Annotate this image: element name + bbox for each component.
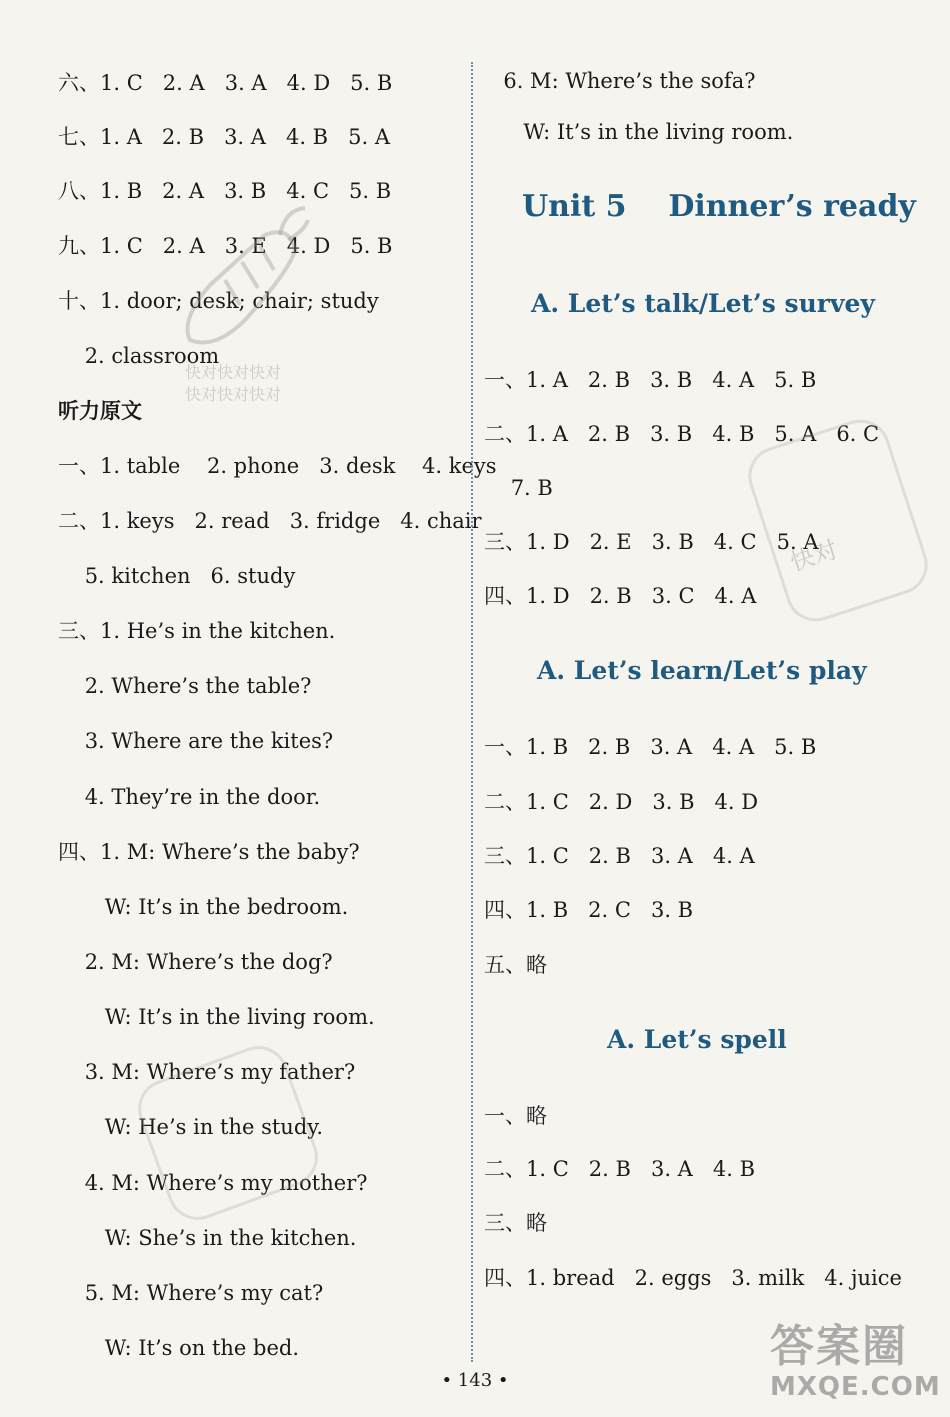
answer-line: 四、1. B 2. C 3. B <box>484 898 694 922</box>
answer-line: 3. M: Where’s my father? <box>58 1060 356 1084</box>
answer-line: 四、1. D 2. B 3. C 4. A <box>484 584 757 608</box>
answer-line: 六、1. C 2. A 3. A 4. D 5. B <box>58 71 393 95</box>
section-heading-listening: 听力原文 <box>58 398 142 423</box>
answer-line: 三、1. C 2. B 3. A 4. A <box>484 844 755 868</box>
answer-line: 3. Where are the kites? <box>58 729 334 753</box>
answer-line: 三、1. D 2. E 3. B 4. C 5. A <box>484 530 819 554</box>
section-title: A. Let’s spell <box>607 1025 787 1054</box>
answer-line: 一、1. A 2. B 3. B 4. A 5. B <box>484 368 817 392</box>
answer-line: W: It’s in the bedroom. <box>58 895 349 919</box>
answer-line: 5. M: Where’s my cat? <box>58 1281 324 1305</box>
answer-line: 十、1. door; desk; chair; study <box>58 289 379 313</box>
watermark-text: 快对快对快对 <box>185 385 282 404</box>
answer-line: 三、略 <box>484 1211 547 1235</box>
page-number: • 143 • <box>441 1370 509 1391</box>
answer-line: 二、1. keys 2. read 3. fridge 4. chair <box>58 509 482 533</box>
answer-line: 一、1. table 2. phone 3. desk 4. keys <box>58 454 497 478</box>
answer-line: 一、1. B 2. B 3. A 4. A 5. B <box>484 735 817 759</box>
answer-line: 四、1. bread 2. eggs 3. milk 4. juice <box>484 1266 902 1290</box>
answer-line: 九、1. C 2. A 3. E 4. D 5. B <box>58 234 393 258</box>
answer-line: 4. They’re in the door. <box>58 785 321 809</box>
answer-line: 三、1. He’s in the kitchen. <box>58 619 336 643</box>
answer-line: 4. M: Where’s my mother? <box>58 1171 368 1195</box>
answer-line: 2. M: Where’s the dog? <box>58 950 333 974</box>
answer-line: 四、1. M: Where’s the baby? <box>58 840 360 864</box>
answer-line: 七、1. A 2. B 3. A 4. B 5. A <box>58 125 391 149</box>
answer-line: W: She’s in the kitchen. <box>58 1226 357 1250</box>
watermark-text: 快对快对快对 <box>185 363 282 382</box>
answer-line: 八、1. B 2. A 3. B 4. C 5. B <box>58 179 392 203</box>
answer-line: 二、1. C 2. B 3. A 4. B <box>484 1157 756 1181</box>
site-logo-text: 答案圈 <box>770 1321 908 1372</box>
answer-line: W: He’s in the study. <box>58 1115 324 1139</box>
column-divider <box>471 62 473 1362</box>
section-title: A. Let’s learn/Let’s play <box>537 656 867 685</box>
answer-line: 二、1. A 2. B 3. B 4. B 5. A 6. C <box>484 422 880 446</box>
answer-line: W: It’s in the living room. <box>58 1005 375 1029</box>
answer-line: 五、略 <box>484 953 547 977</box>
answer-line: 一、略 <box>484 1104 547 1128</box>
answer-line: 5. kitchen 6. study <box>58 564 296 588</box>
answer-line: 7. B <box>484 476 553 500</box>
answer-line: 6. M: Where’s the sofa? <box>490 69 756 93</box>
carrot-watermark-icon <box>170 200 310 360</box>
unit-title: Unit 5 Dinner’s ready <box>522 189 916 224</box>
stamp-watermark-text: 快对 <box>786 535 842 577</box>
answer-line: 2. classroom <box>58 344 220 368</box>
answer-line: 二、1. C 2. D 3. B 4. D <box>484 790 759 814</box>
site-logo-url: MXQE.COM <box>770 1372 941 1402</box>
section-title: A. Let’s talk/Let’s survey <box>531 289 875 318</box>
answer-line: 2. Where’s the table? <box>58 674 312 698</box>
answer-line: W: It’s in the living room. <box>490 120 794 144</box>
answer-line: W: It’s on the bed. <box>58 1336 299 1360</box>
